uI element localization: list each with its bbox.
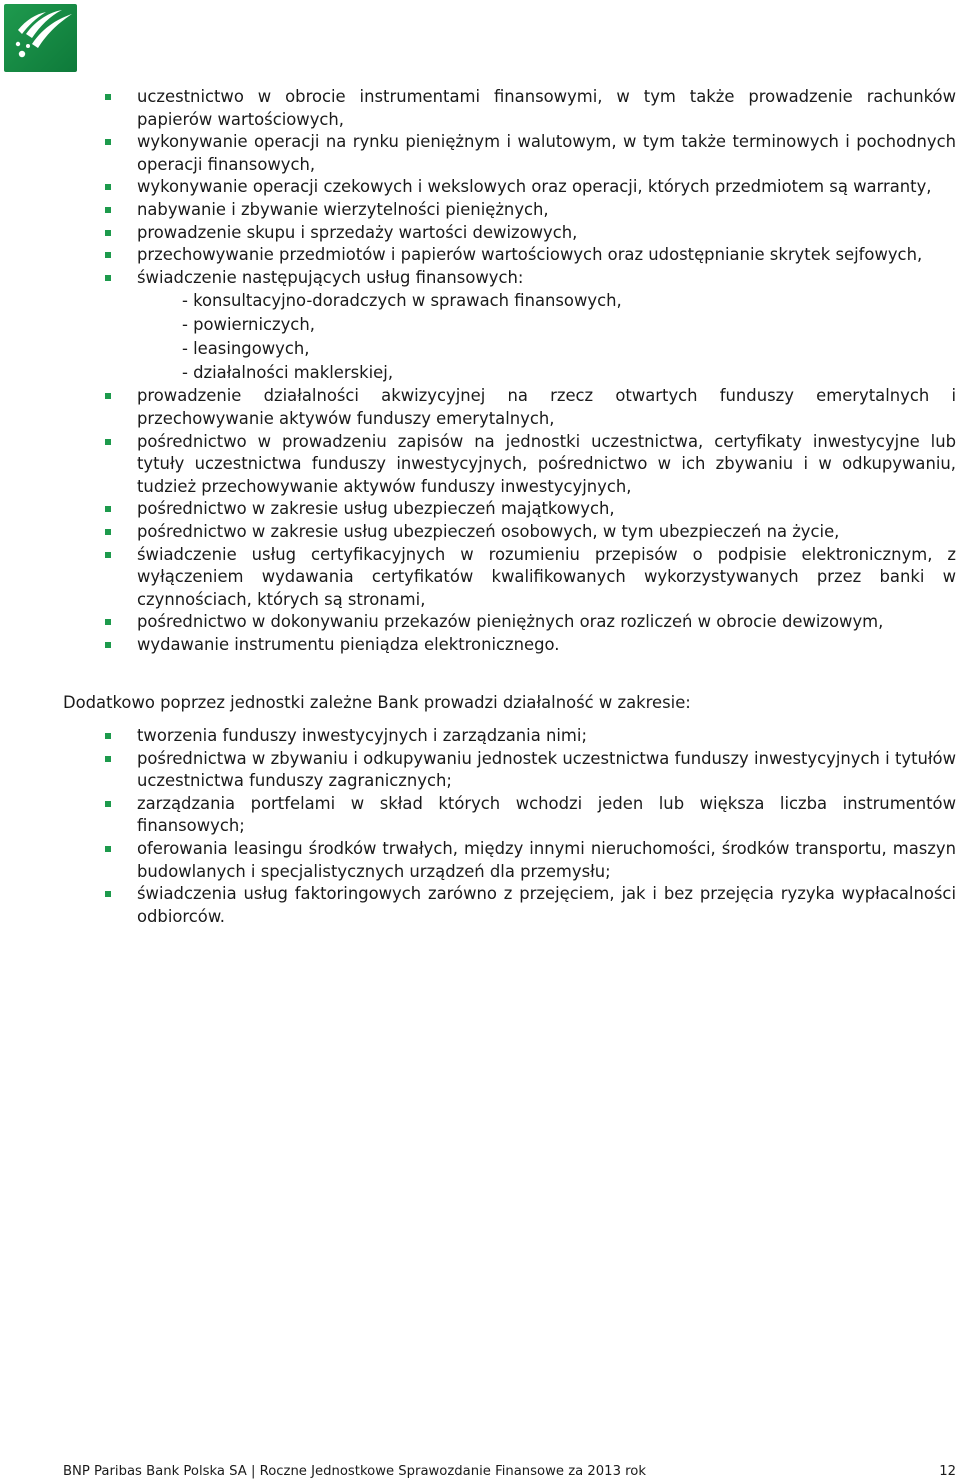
list-item: świadczenia usług faktoringowych zarówno z przejęciem, jak i bez przejęcia ryzyka wypłacalności odbiorców. bbox=[0, 883, 960, 928]
sub-list-item: - działalności maklerskiej, bbox=[182, 363, 394, 383]
list-item: pośrednictwo w prowadzeniu zapisów na jednostki uczestnictwa, certyfikaty inwestycyjne lub tytuły uczestnictwa funduszy inwestycyjnych, pośrednictwo w ich zbywaniu i w odkupywaniu, tudzież przechowywanie aktywów funduszy inwestycyjnych, bbox=[0, 431, 960, 499]
bullet-square-icon bbox=[105, 891, 111, 897]
page-number: 12 bbox=[939, 1464, 956, 1479]
list-item: oferowania leasingu środków trwałych, między innymi nieruchomości, środków transportu, maszyn budowlanych i specjalistycznych urządzeń dla przemysłu; bbox=[0, 838, 960, 883]
subsidiaries-intro: Dodatkowo poprzez jednostki zależne Bank prowadzi działalność w zakresie: bbox=[63, 693, 691, 712]
bullet-square-icon bbox=[105, 230, 111, 236]
list-item: pośrednictwo w zakresie usług ubezpieczeń osobowych, w tym ubezpieczeń na życie, bbox=[0, 521, 960, 544]
bullet-square-icon bbox=[105, 846, 111, 852]
bullet-square-icon bbox=[105, 529, 111, 535]
subsidiaries-list bbox=[0, 725, 960, 928]
list-item: nabywanie i zbywanie wierzytelności pieniężnych, bbox=[0, 199, 960, 222]
list-item: prowadzenie działalności akwizycyjnej na rzecz otwartych funduszy emerytalnych i przechowywanie aktywów funduszy emerytalnych, bbox=[0, 385, 960, 430]
list-item: przechowywanie przedmiotów i papierów wartościowych oraz udostępnianie skrytek sejfowych, bbox=[0, 244, 960, 267]
list-item: uczestnictwo w obrocie instrumentami finansowymi, w tym także prowadzenie rachunków papierów wartościowych, bbox=[0, 86, 960, 131]
bullet-square-icon bbox=[105, 642, 111, 648]
list-item: wykonywanie operacji czekowych i wekslowych oraz operacji, których przedmiotem są warranty, bbox=[0, 176, 960, 199]
stars-logo-icon bbox=[4, 4, 77, 72]
footer-title: BNP Paribas Bank Polska SA | Roczne Jednostkowe Sprawozdanie Finansowe za 2013 rok bbox=[63, 1464, 646, 1479]
bank-logo bbox=[4, 4, 77, 72]
sub-list-item: - powierniczych, bbox=[182, 315, 315, 335]
bullet-square-icon bbox=[105, 619, 111, 625]
bullet-square-icon bbox=[105, 801, 111, 807]
list-item: prowadzenie skupu i sprzedaży wartości dewizowych, bbox=[0, 222, 960, 245]
bullet-square-icon bbox=[105, 733, 111, 739]
list-item: świadczenie usług certyfikacyjnych w rozumieniu przepisów o podpisie elektronicznym, z wyłączeniem wydawania certyfikatów kwalifikowanych wykorzystywanych przez banki w czynnościach, których są stronami, bbox=[0, 544, 960, 612]
list-item: świadczenie następujących usług finansowych: bbox=[0, 267, 960, 290]
bullet-square-icon bbox=[105, 94, 111, 100]
list-item: zarządzania portfelami w skład których wchodzi jeden lub większa liczba instrumentów finansowych; bbox=[0, 793, 960, 838]
bullet-square-icon bbox=[105, 275, 111, 281]
list-item: pośrednictwo w dokonywaniu przekazów pieniężnych oraz rozliczeń w obrocie dewizowym, bbox=[0, 611, 960, 634]
list-item: pośrednictwa w zbywaniu i odkupywaniu jednostek uczestnictwa funduszy inwestycyjnych i tytułów uczestnictwa funduszy zagranicznych; bbox=[0, 748, 960, 793]
list-item: wykonywanie operacji na rynku pieniężnym i walutowym, w tym także terminowych i pochodnych operacji finansowych, bbox=[0, 131, 960, 176]
bullet-square-icon bbox=[105, 756, 111, 762]
bullet-square-icon bbox=[105, 139, 111, 145]
bullet-square-icon bbox=[105, 252, 111, 258]
sub-list-item: - konsultacyjno-doradczych w sprawach finansowych, bbox=[182, 291, 622, 311]
bullet-square-icon bbox=[105, 439, 111, 445]
bullet-square-icon bbox=[105, 184, 111, 190]
bullet-square-icon bbox=[105, 506, 111, 512]
bullet-square-icon bbox=[105, 552, 111, 558]
list-item: tworzenia funduszy inwestycyjnych i zarządzania nimi; bbox=[0, 725, 960, 748]
list-item: pośrednictwo w zakresie usług ubezpieczeń majątkowych, bbox=[0, 498, 960, 521]
sub-list-item: - leasingowych, bbox=[182, 339, 310, 359]
list-item: wydawanie instrumentu pieniądza elektronicznego. bbox=[0, 634, 960, 657]
bullet-square-icon bbox=[105, 207, 111, 213]
bullet-square-icon bbox=[105, 393, 111, 399]
services-list bbox=[0, 86, 960, 656]
